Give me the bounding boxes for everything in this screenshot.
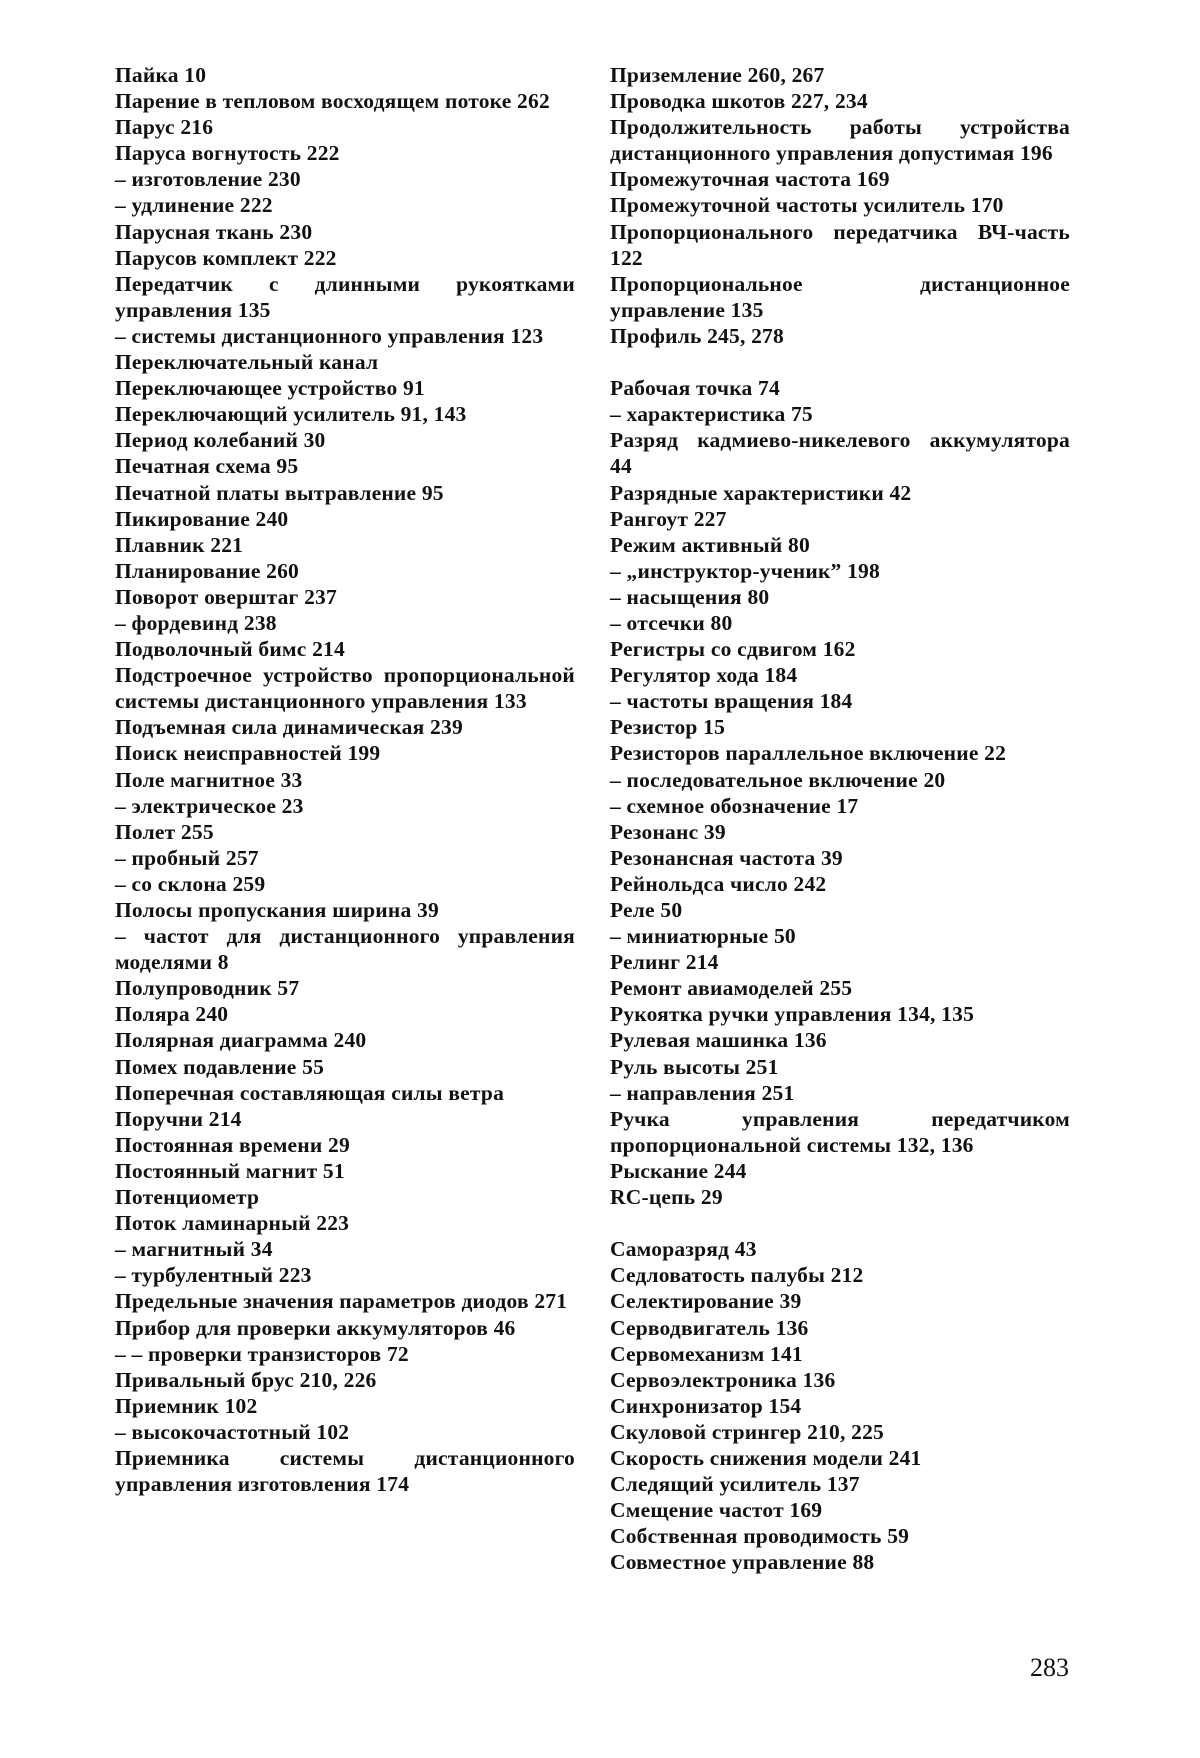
index-entry: Поперечная составляющая силы ветра xyxy=(115,1080,575,1106)
index-entry: Парение в тепловом восходящем потоке 262 xyxy=(115,88,575,114)
index-entry: Режим активный 80 xyxy=(610,532,1070,558)
index-entry: Помех подавление 55 xyxy=(115,1054,575,1080)
index-entry: – изготовление 230 xyxy=(115,166,575,192)
index-entry: Сервомеханизм 141 xyxy=(610,1341,1070,1367)
index-entry: RC-цепь 29 xyxy=(610,1184,1070,1210)
index-entry: – системы дистанционного управления 123 xyxy=(115,323,575,349)
index-page xyxy=(0,0,1200,1758)
index-entry: Руль высоты 251 xyxy=(610,1054,1070,1080)
index-entry: Седловатость палубы 212 xyxy=(610,1262,1070,1288)
index-entry: Реле 50 xyxy=(610,897,1070,923)
index-entry: Печатная схема 95 xyxy=(115,453,575,479)
index-entry: Полярная диаграмма 240 xyxy=(115,1027,575,1053)
index-entry: Поляра 240 xyxy=(115,1001,575,1027)
index-entry: – – проверки транзисторов 72 xyxy=(115,1341,575,1367)
index-entry: Регулятор хода 184 xyxy=(610,662,1070,688)
index-entry: Регистры со сдвигом 162 xyxy=(610,636,1070,662)
index-entry: Ремонт авиамоделей 255 xyxy=(610,975,1070,1001)
index-entry: Релинг 214 xyxy=(610,949,1070,975)
index-entry: – последовательное включение 20 xyxy=(610,767,1070,793)
index-entry: – со склона 259 xyxy=(115,871,575,897)
index-entry: Передатчик с длинными рукоятками управления 135 xyxy=(115,271,575,323)
index-entry: Разрядные характеристики 42 xyxy=(610,480,1070,506)
index-entry: – удлинение 222 xyxy=(115,192,575,218)
index-entry: Собственная проводимость 59 xyxy=(610,1523,1070,1549)
index-entry: Сервоэлектроника 136 xyxy=(610,1367,1070,1393)
index-entry: Поручни 214 xyxy=(115,1106,575,1132)
index-entry: Серводвигатель 136 xyxy=(610,1315,1070,1341)
index-entry: – миниатюрные 50 xyxy=(610,923,1070,949)
index-entry: Подъемная сила динамическая 239 xyxy=(115,714,575,740)
index-entry: Переключающее устройство 91 xyxy=(115,375,575,401)
index-entry: Рабочая точка 74 xyxy=(610,375,1070,401)
index-entry: – электрическое 23 xyxy=(115,793,575,819)
section-gap xyxy=(610,1210,1070,1236)
index-entry: Период колебаний 30 xyxy=(115,427,575,453)
index-entry: Поле магнитное 33 xyxy=(115,767,575,793)
index-entry: Подволочный бимс 214 xyxy=(115,636,575,662)
index-entry: – высокочастотный 102 xyxy=(115,1419,575,1445)
index-entry: Приземление 260, 267 xyxy=(610,62,1070,88)
index-entry: – схемное обозначение 17 xyxy=(610,793,1070,819)
index-column-left xyxy=(115,62,575,1497)
index-entry: – характеристика 75 xyxy=(610,401,1070,427)
index-entry: Привальный брус 210, 226 xyxy=(115,1367,575,1393)
index-entry: Проводка шкотов 227, 234 xyxy=(610,88,1070,114)
index-entry: Резистор 15 xyxy=(610,714,1070,740)
index-entry: Полет 255 xyxy=(115,819,575,845)
index-entry: Рулевая машинка 136 xyxy=(610,1027,1070,1053)
index-entry: Поворот оверштаг 237 xyxy=(115,584,575,610)
index-entry: Печатной платы вытравление 95 xyxy=(115,480,575,506)
index-entry: Полосы пропускания ширина 39 xyxy=(115,897,575,923)
index-entry: – частот для дистанционного управления моделями 8 xyxy=(115,923,575,975)
index-entry: Парусная ткань 230 xyxy=(115,219,575,245)
index-entry: Приемник 102 xyxy=(115,1393,575,1419)
index-entry: Следящий усилитель 137 xyxy=(610,1471,1070,1497)
index-entry: Смещение частот 169 xyxy=(610,1497,1070,1523)
index-entry: Резонансная частота 39 xyxy=(610,845,1070,871)
index-entry: – пробный 257 xyxy=(115,845,575,871)
index-entry: Ручка управления передатчиком пропорциональной системы 132, 136 xyxy=(610,1106,1070,1158)
index-entry: Продолжительность работы устройства дистанционного управления допустимая 196 xyxy=(610,114,1070,166)
index-entry: – турбулентный 223 xyxy=(115,1262,575,1288)
index-entry: Резисторов параллельное включение 22 xyxy=(610,740,1070,766)
index-entry: Паруса вогнутость 222 xyxy=(115,140,575,166)
index-entry: Промежуточная частота 169 xyxy=(610,166,1070,192)
index-entry: – отсечки 80 xyxy=(610,610,1070,636)
index-entry: Профиль 245, 278 xyxy=(610,323,1070,349)
index-entry: – фордевинд 238 xyxy=(115,610,575,636)
index-entry: Предельные значения параметров диодов 271 xyxy=(115,1288,575,1314)
index-entry: Поиск неисправностей 199 xyxy=(115,740,575,766)
index-entry: Планирование 260 xyxy=(115,558,575,584)
index-entry: – направления 251 xyxy=(610,1080,1070,1106)
index-entry: Пропорциональное дистанционное управление 135 xyxy=(610,271,1070,323)
index-entry: Совместное управление 88 xyxy=(610,1549,1070,1575)
index-entry: Поток ламинарный 223 xyxy=(115,1210,575,1236)
index-entry: Парусов комплект 222 xyxy=(115,245,575,271)
index-entry: – магнитный 34 xyxy=(115,1236,575,1262)
index-entry: Прибор для проверки аккумуляторов 46 xyxy=(115,1315,575,1341)
index-column-right xyxy=(610,62,1070,1575)
index-entry: Рыскание 244 xyxy=(610,1158,1070,1184)
index-entry: Скорость снижения модели 241 xyxy=(610,1445,1070,1471)
index-entry: Плавник 221 xyxy=(115,532,575,558)
index-entry: Рукоятка ручки управления 134, 135 xyxy=(610,1001,1070,1027)
index-entry: Скуловой стрингер 210, 225 xyxy=(610,1419,1070,1445)
index-entry: Разряд кадмиево-никелевого аккумулятора 44 xyxy=(610,427,1070,479)
index-entry: Пайка 10 xyxy=(115,62,575,88)
index-entry: Промежуточной частоты усилитель 170 xyxy=(610,192,1070,218)
section-gap xyxy=(610,349,1070,375)
index-entry: Синхронизатор 154 xyxy=(610,1393,1070,1419)
index-entry: Парус 216 xyxy=(115,114,575,140)
index-entry: Рангоут 227 xyxy=(610,506,1070,532)
index-entry: Пикирование 240 xyxy=(115,506,575,532)
index-entry: Селектирование 39 xyxy=(610,1288,1070,1314)
page-number: 283 xyxy=(1030,1653,1069,1683)
index-entry: Приемника системы дистанционного управления изготовления 174 xyxy=(115,1445,575,1497)
index-entry: Постоянная времени 29 xyxy=(115,1132,575,1158)
index-entry: Подстроечное устройство пропорциональной системы дистанционного управления 133 xyxy=(115,662,575,714)
index-entry: Рейнольдса число 242 xyxy=(610,871,1070,897)
index-entry: Саморазряд 43 xyxy=(610,1236,1070,1262)
index-entry: Постоянный магнит 51 xyxy=(115,1158,575,1184)
index-entry: Резонанс 39 xyxy=(610,819,1070,845)
index-entry: Переключающий усилитель 91, 143 xyxy=(115,401,575,427)
index-entry: – насыщения 80 xyxy=(610,584,1070,610)
index-entry: Переключательный канал xyxy=(115,349,575,375)
index-entry: – „инструктор-ученик” 198 xyxy=(610,558,1070,584)
index-entry: Пропорционального передатчика ВЧ-часть 122 xyxy=(610,219,1070,271)
index-entry: Полупроводник 57 xyxy=(115,975,575,1001)
index-entry: Потенциометр xyxy=(115,1184,575,1210)
index-entry: – частоты вращения 184 xyxy=(610,688,1070,714)
